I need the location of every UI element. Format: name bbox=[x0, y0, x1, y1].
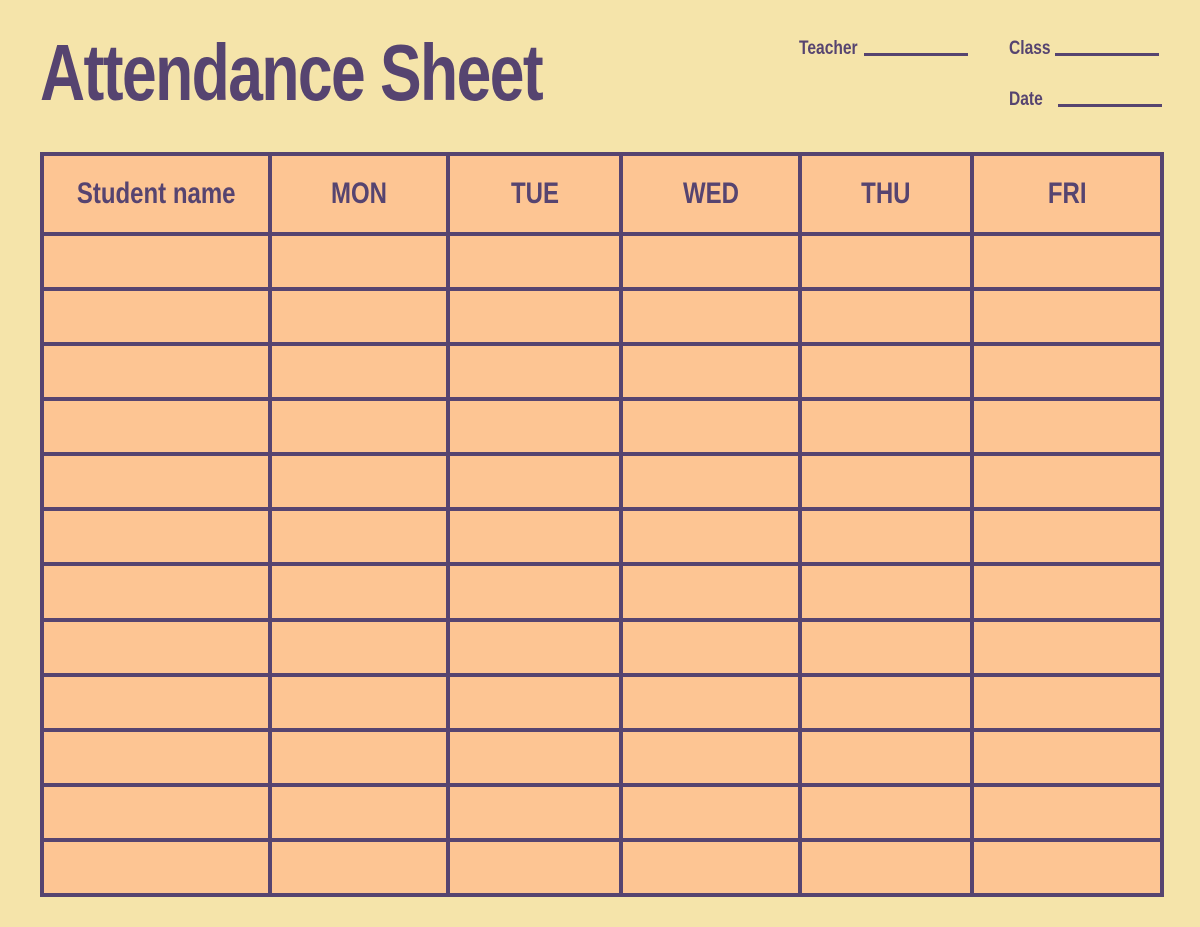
class-field[interactable] bbox=[1009, 38, 1159, 60]
teacher-field[interactable] bbox=[799, 38, 968, 60]
column-header-mon: MON bbox=[270, 154, 448, 234]
thu-cell[interactable] bbox=[800, 840, 972, 895]
thu-cell[interactable] bbox=[800, 399, 972, 454]
mon-cell[interactable] bbox=[270, 840, 448, 895]
tue-cell[interactable] bbox=[448, 564, 621, 619]
mon-cell[interactable] bbox=[270, 399, 448, 454]
page-title: Attendance Sheet bbox=[40, 28, 543, 117]
fri-cell[interactable] bbox=[972, 234, 1162, 289]
teacher-blank-line[interactable] bbox=[864, 53, 968, 56]
teacher-label: Teacher bbox=[799, 38, 858, 59]
tue-cell[interactable] bbox=[448, 620, 621, 675]
column-header-student-name: Student name bbox=[42, 154, 270, 234]
thu-cell[interactable] bbox=[800, 344, 972, 399]
tue-cell[interactable] bbox=[448, 399, 621, 454]
table-body bbox=[42, 234, 1162, 895]
mon-cell[interactable] bbox=[270, 289, 448, 344]
wed-cell[interactable] bbox=[621, 234, 800, 289]
tue-cell[interactable] bbox=[448, 785, 621, 840]
fri-cell[interactable] bbox=[972, 344, 1162, 399]
fri-cell[interactable] bbox=[972, 675, 1162, 730]
header-row bbox=[42, 154, 1162, 234]
mon-cell[interactable] bbox=[270, 730, 448, 785]
wed-cell[interactable] bbox=[621, 730, 800, 785]
thu-cell[interactable] bbox=[800, 509, 972, 564]
fri-cell[interactable] bbox=[972, 399, 1162, 454]
thu-cell[interactable] bbox=[800, 234, 972, 289]
wed-cell[interactable] bbox=[621, 344, 800, 399]
student-name-cell[interactable] bbox=[42, 399, 270, 454]
table-row bbox=[42, 234, 1162, 289]
attendance-table bbox=[40, 152, 1164, 897]
table-row bbox=[42, 564, 1162, 619]
fri-cell[interactable] bbox=[972, 564, 1162, 619]
student-name-cell[interactable] bbox=[42, 620, 270, 675]
thu-cell[interactable] bbox=[800, 289, 972, 344]
thu-cell[interactable] bbox=[800, 785, 972, 840]
fri-cell[interactable] bbox=[972, 620, 1162, 675]
fri-cell[interactable] bbox=[972, 454, 1162, 509]
table-row bbox=[42, 785, 1162, 840]
thu-cell[interactable] bbox=[800, 564, 972, 619]
table-row bbox=[42, 399, 1162, 454]
column-header-wed: WED bbox=[621, 154, 800, 234]
student-name-cell[interactable] bbox=[42, 564, 270, 619]
student-name-cell[interactable] bbox=[42, 509, 270, 564]
student-name-cell[interactable] bbox=[42, 289, 270, 344]
mon-cell[interactable] bbox=[270, 234, 448, 289]
fri-cell[interactable] bbox=[972, 509, 1162, 564]
table-row bbox=[42, 344, 1162, 399]
thu-cell[interactable] bbox=[800, 454, 972, 509]
table-row bbox=[42, 675, 1162, 730]
mon-cell[interactable] bbox=[270, 620, 448, 675]
student-name-cell[interactable] bbox=[42, 344, 270, 399]
table-row bbox=[42, 454, 1162, 509]
mon-cell[interactable] bbox=[270, 454, 448, 509]
mon-cell[interactable] bbox=[270, 509, 448, 564]
student-name-cell[interactable] bbox=[42, 234, 270, 289]
thu-cell[interactable] bbox=[800, 620, 972, 675]
wed-cell[interactable] bbox=[621, 840, 800, 895]
tue-cell[interactable] bbox=[448, 840, 621, 895]
fri-cell[interactable] bbox=[972, 730, 1162, 785]
wed-cell[interactable] bbox=[621, 564, 800, 619]
wed-cell[interactable] bbox=[621, 289, 800, 344]
tue-cell[interactable] bbox=[448, 344, 621, 399]
tue-cell[interactable] bbox=[448, 675, 621, 730]
table-row bbox=[42, 840, 1162, 895]
wed-cell[interactable] bbox=[621, 620, 800, 675]
student-name-cell[interactable] bbox=[42, 454, 270, 509]
tue-cell[interactable] bbox=[448, 289, 621, 344]
fri-cell[interactable] bbox=[972, 840, 1162, 895]
column-header-thu: THU bbox=[800, 154, 972, 234]
date-label: Date bbox=[1009, 89, 1043, 110]
table-row bbox=[42, 730, 1162, 785]
date-field[interactable] bbox=[1009, 89, 1162, 111]
column-header-fri: FRI bbox=[972, 154, 1162, 234]
mon-cell[interactable] bbox=[270, 785, 448, 840]
mon-cell[interactable] bbox=[270, 564, 448, 619]
wed-cell[interactable] bbox=[621, 399, 800, 454]
table-row bbox=[42, 289, 1162, 344]
tue-cell[interactable] bbox=[448, 730, 621, 785]
table-row bbox=[42, 509, 1162, 564]
class-blank-line[interactable] bbox=[1055, 53, 1159, 56]
wed-cell[interactable] bbox=[621, 454, 800, 509]
student-name-cell[interactable] bbox=[42, 840, 270, 895]
column-header-tue: TUE bbox=[448, 154, 621, 234]
date-blank-line[interactable] bbox=[1058, 104, 1162, 107]
wed-cell[interactable] bbox=[621, 509, 800, 564]
table-row bbox=[42, 620, 1162, 675]
mon-cell[interactable] bbox=[270, 675, 448, 730]
class-label: Class bbox=[1009, 38, 1051, 59]
fri-cell[interactable] bbox=[972, 785, 1162, 840]
tue-cell[interactable] bbox=[448, 454, 621, 509]
mon-cell[interactable] bbox=[270, 344, 448, 399]
wed-cell[interactable] bbox=[621, 785, 800, 840]
student-name-cell[interactable] bbox=[42, 730, 270, 785]
tue-cell[interactable] bbox=[448, 509, 621, 564]
fri-cell[interactable] bbox=[972, 289, 1162, 344]
student-name-cell[interactable] bbox=[42, 675, 270, 730]
student-name-cell[interactable] bbox=[42, 785, 270, 840]
thu-cell[interactable] bbox=[800, 730, 972, 785]
tue-cell[interactable] bbox=[448, 234, 621, 289]
thu-cell[interactable] bbox=[800, 675, 972, 730]
wed-cell[interactable] bbox=[621, 675, 800, 730]
